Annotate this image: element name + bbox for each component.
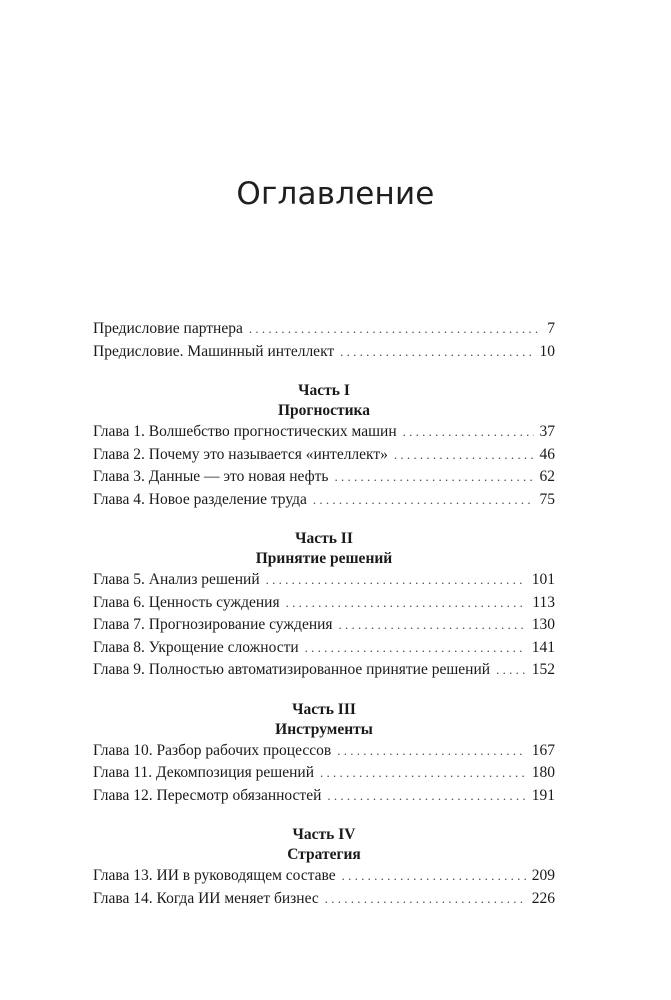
toc-entry-page: 152 (531, 661, 555, 678)
dot-leader (266, 569, 526, 592)
part-heading-2 (93, 529, 555, 569)
dot-leader (342, 865, 526, 888)
part-heading-3 (93, 700, 555, 740)
toc-entry-chapter-11[interactable] (93, 762, 555, 785)
toc-entry-page: 75 (539, 490, 555, 508)
toc-entry-chapter-10[interactable] (93, 740, 555, 763)
toc-entry-page: 37 (539, 423, 555, 440)
toc-entry-label: Глава 6. Ценность суждения (93, 593, 280, 611)
toc-entry-page: 101 (531, 571, 555, 588)
toc-entry-label: Глава 5. Анализ решений (93, 571, 260, 588)
toc-entry-chapter-7[interactable] (93, 614, 555, 637)
toc-entry-chapter-3[interactable] (93, 466, 555, 489)
toc-entry-page: 7 (547, 320, 555, 337)
toc-entry-chapter-5[interactable] (93, 569, 555, 592)
part-heading-4 (93, 825, 555, 865)
toc-entry-label: Глава 1. Волшебство прогностических машин (93, 423, 397, 440)
dot-leader (286, 592, 527, 615)
dot-leader (337, 740, 526, 763)
toc-entry-foreword-machine[interactable] (93, 341, 555, 364)
part-number: Часть I (298, 382, 350, 399)
toc-entry-label: Глава 13. ИИ в руководящем составе (93, 867, 336, 884)
toc-entry-label: Глава 8. Укрощение сложности (93, 638, 299, 656)
toc-entry-chapter-9[interactable] (93, 659, 555, 682)
dot-leader (340, 341, 533, 364)
part-name: Инструменты (275, 720, 373, 738)
page-title: Оглавление (236, 176, 435, 212)
part-name: Прогностика (277, 402, 371, 419)
toc-entry-label: Глава 3. Данные — это новая нефть (93, 468, 329, 485)
toc-entry-page: 226 (531, 889, 555, 907)
part-name: Стратегия (287, 846, 361, 863)
toc-entry-chapter-13[interactable] (93, 865, 555, 888)
toc-entry-label: Глава 4. Новое разделение труда (93, 490, 307, 508)
part-number: Часть II (295, 530, 353, 547)
dot-leader (335, 466, 534, 489)
part-number: Часть III (292, 700, 356, 718)
toc-entry-page: 10 (539, 342, 555, 360)
toc-entry-page: 167 (531, 741, 555, 759)
toc-entry-chapter-6[interactable] (93, 592, 555, 615)
dot-leader (313, 489, 534, 512)
toc-entry-chapter-12[interactable] (93, 785, 555, 808)
toc-entry-page: 46 (539, 445, 555, 463)
dot-leader (320, 762, 526, 785)
toc-entry-label: Глава 10. Разбор рабочих процессов (93, 741, 332, 759)
dot-leader (327, 785, 525, 808)
toc-entry-label: Предисловие партнера (93, 320, 243, 337)
toc-entry-page: 141 (531, 638, 555, 656)
toc-entry-page: 209 (531, 867, 555, 884)
toc-entry-page: 191 (531, 786, 555, 804)
dot-leader (496, 659, 526, 682)
toc-entry-page: 130 (531, 616, 555, 633)
toc-entry-label: Глава 9. Полностью автоматизированное принятие решений (93, 661, 491, 678)
table-of-contents (93, 318, 555, 910)
toc-entry-chapter-4[interactable] (93, 489, 555, 512)
toc-entry-label: Предисловие. Машинный интеллект (93, 342, 335, 360)
toc-entry-page: 62 (539, 468, 555, 485)
toc-entry-chapter-8[interactable] (93, 637, 555, 660)
toc-entry-page: 180 (531, 764, 555, 781)
toc-entry-page: 113 (532, 593, 555, 611)
dot-leader (403, 421, 534, 444)
dot-leader (305, 637, 526, 660)
toc-entry-label: Глава 14. Когда ИИ меняет бизнес (93, 889, 319, 907)
toc-entry-label: Глава 12. Пересмотр обязанностей (93, 786, 322, 804)
dot-leader (249, 318, 541, 341)
dot-leader (339, 614, 526, 637)
toc-entry-chapter-1[interactable] (93, 421, 555, 444)
toc-entry-label: Глава 11. Декомпозиция решений (93, 764, 314, 781)
dot-leader (394, 444, 534, 467)
toc-entry-foreword-partner[interactable] (93, 318, 555, 341)
toc-entry-label: Глава 2. Почему это называется «интеллект» (93, 445, 388, 463)
toc-entry-label: Глава 7. Прогнозирование суждения (93, 616, 333, 633)
toc-entry-chapter-14[interactable] (93, 888, 555, 911)
toc-entry-chapter-2[interactable] (93, 444, 555, 467)
part-name: Принятие решений (255, 550, 393, 567)
part-heading-1 (93, 381, 555, 421)
dot-leader (325, 888, 526, 911)
part-number: Часть IV (292, 826, 356, 843)
